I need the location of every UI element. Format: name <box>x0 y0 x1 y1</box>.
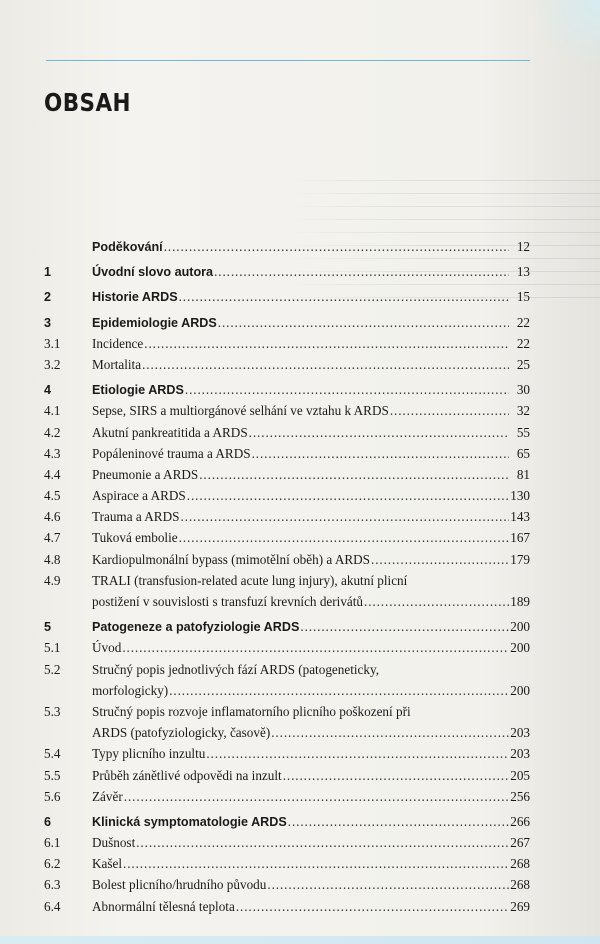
toc-chapter-row <box>44 236 530 257</box>
toc-leader-dots <box>371 549 509 570</box>
toc-leader-dots <box>236 896 509 917</box>
toc-section-row <box>44 896 530 917</box>
toc-entry-page: 200 <box>510 619 530 635</box>
toc-entry-page: 268 <box>510 856 530 872</box>
header-rule <box>46 60 530 61</box>
toc-entry-page: 130 <box>510 488 530 504</box>
toc-entry-page: 81 <box>516 466 530 482</box>
toc-entry-title: Akutní pankreatitida a ARDS <box>92 424 248 440</box>
toc-entry-title: Etiologie ARDS <box>92 383 184 398</box>
toc-section-row <box>44 333 530 354</box>
toc-entry-number: 3.1 <box>44 335 61 351</box>
toc-entry-title: Stručný popis jednotlivých fází ARDS (patogeneticky, <box>92 661 380 677</box>
toc-entry-page: 15 <box>516 289 530 305</box>
toc-entry-title: Průběh zánětlivé odpovědi na inzult <box>92 767 282 783</box>
toc-section-row <box>44 570 530 591</box>
toc-entry-title: Dušnost <box>92 835 136 851</box>
toc-entry-title-continued: morfologicky) <box>92 682 169 698</box>
toc-entry-title: Pneumonie a ARDS <box>92 466 199 482</box>
toc-entry-title-continued: postižení v souvislosti s transfuzí krevních derivátů <box>92 594 364 609</box>
toc-section-row <box>44 443 530 464</box>
corner-tint <box>530 0 600 70</box>
toc-section-row <box>44 832 530 853</box>
toc-section-row <box>44 400 530 421</box>
toc-entry-page: 32 <box>516 403 530 419</box>
toc-entry-title: Mortalita <box>92 356 142 372</box>
toc-entry-title: Aspirace a ARDS <box>92 488 186 504</box>
toc-entry-number: 2 <box>44 290 52 305</box>
toc-entry-title: Klinická symptomatologie ARDS <box>92 814 287 829</box>
toc-entry-page: 55 <box>516 424 530 440</box>
toc-entry-title: Stručný popis rozvoje inflamatorního plicního poškození při <box>92 703 411 719</box>
toc-section-row <box>44 743 530 764</box>
toc-entry-number: 3 <box>44 315 52 330</box>
toc-section-row <box>44 853 530 874</box>
toc-leader-dots <box>214 261 509 282</box>
toc-entry-page: 65 <box>516 445 530 461</box>
toc-entry-page: 200 <box>510 682 530 698</box>
toc-entry-number: 5.1 <box>44 640 61 656</box>
toc-entry-page: 266 <box>510 813 530 829</box>
toc-leader-dots <box>123 853 509 874</box>
toc-entry-page: 22 <box>516 314 530 330</box>
toc-continuation-row <box>44 591 530 612</box>
toc-entry-title: TRALI (transfusion-related acute lung injury), akutní plicní <box>92 572 408 588</box>
toc-entry-number: 4.7 <box>44 530 61 546</box>
toc-leader-dots <box>169 680 509 701</box>
toc-entry-number: 6.1 <box>44 835 61 851</box>
toc-leader-dots <box>179 286 509 307</box>
toc-section-row <box>44 701 530 722</box>
toc-entry-page: 25 <box>516 356 530 372</box>
toc-leader-dots <box>249 422 509 443</box>
toc-section-row <box>44 464 530 485</box>
toc-section-row <box>44 765 530 786</box>
toc-entry-number: 4 <box>44 383 52 398</box>
toc-entry-number: 4.8 <box>44 551 61 567</box>
toc-leader-dots <box>300 616 509 637</box>
toc-entry-number: 4.5 <box>44 488 61 504</box>
toc-entry-title: Historie ARDS <box>92 290 178 305</box>
toc-chapter-row <box>44 286 530 307</box>
toc-entry-title-continued: ARDS (patofyziologicky, časově) <box>92 725 271 741</box>
toc-entry-page: 200 <box>510 640 530 656</box>
toc-entry-number: 4.3 <box>44 445 61 461</box>
toc-continuation-row <box>44 680 530 701</box>
toc-entry-title: Úvodní slovo autora <box>92 265 214 280</box>
toc-section-row <box>44 485 530 506</box>
toc-entry-page: 22 <box>516 335 530 351</box>
toc-leader-dots <box>206 743 509 764</box>
toc-entry-title: Incidence <box>92 335 144 351</box>
toc-section-row <box>44 874 530 895</box>
toc-leader-dots <box>185 379 509 400</box>
toc-leader-dots <box>390 400 509 421</box>
toc-chapter-row <box>44 811 530 832</box>
toc-section-row <box>44 354 530 375</box>
toc-section-row <box>44 527 530 548</box>
toc-entry-number: 1 <box>44 265 52 280</box>
toc-leader-dots <box>142 354 509 375</box>
toc-entry-page: 256 <box>510 788 530 804</box>
toc-section-row <box>44 422 530 443</box>
toc-entry-title: Bolest plicního/hrudního původu <box>92 877 267 893</box>
toc-entry-number: 4.6 <box>44 509 61 525</box>
toc-entry-page: 30 <box>516 382 530 398</box>
toc-entry-title: Kardiopulmonální bypass (mimotělní oběh) a ARDS <box>92 551 371 567</box>
toc-entry-page: 268 <box>510 877 530 893</box>
toc-entry-title: Závěr <box>92 788 123 804</box>
toc-leader-dots <box>179 527 509 548</box>
toc-leader-dots <box>252 443 509 464</box>
toc-section-row <box>44 786 530 807</box>
toc-leader-dots <box>122 637 509 658</box>
toc-entry-title: Epidemiologie ARDS <box>92 315 217 330</box>
toc-entry-title: Popáleninové trauma a ARDS <box>92 445 251 461</box>
toc-entry-page: 167 <box>510 530 530 546</box>
page-title: OBSAH <box>44 88 131 117</box>
toc-entry-title: Poděkování <box>92 240 163 254</box>
toc-entry-page: 143 <box>510 509 530 525</box>
toc-leader-dots <box>180 506 509 527</box>
toc-entry-number: 5.3 <box>44 703 61 719</box>
table-of-contents <box>44 236 530 917</box>
toc-leader-dots <box>124 786 509 807</box>
toc-entry-number: 5 <box>44 620 52 635</box>
toc-entry-page: 179 <box>510 551 530 567</box>
toc-entry-number: 4.4 <box>44 466 61 482</box>
toc-entry-title: Kašel <box>92 856 123 872</box>
toc-entry-title: Sepse, SIRS a multiorgánové selhání ve vztahu k ARDS <box>92 403 389 419</box>
toc-entry-page: 13 <box>516 264 530 280</box>
toc-leader-dots <box>187 485 509 506</box>
toc-section-row <box>44 659 530 680</box>
toc-entry-page: 205 <box>510 767 530 783</box>
toc-chapter-row <box>44 261 530 282</box>
toc-entry-number: 5.5 <box>44 767 61 783</box>
toc-section-row <box>44 549 530 570</box>
toc-entry-title: Abnormální tělesná teplota <box>92 898 235 914</box>
toc-entry-number: 4.1 <box>44 403 61 419</box>
toc-entry-page: 12 <box>516 239 530 254</box>
toc-leader-dots <box>364 591 509 612</box>
toc-entry-title: Patogeneze a patofyziologie ARDS <box>92 620 300 635</box>
toc-chapter-row <box>44 616 530 637</box>
toc-entry-title: Typy plicního inzultu <box>92 746 206 762</box>
toc-entry-number: 6 <box>44 814 52 829</box>
toc-entry-number: 4.2 <box>44 424 61 440</box>
bottom-edge-strip <box>0 936 600 944</box>
toc-leader-dots <box>271 722 509 743</box>
toc-leader-dots <box>283 765 509 786</box>
toc-entry-number: 3.2 <box>44 356 61 372</box>
toc-entry-number: 5.6 <box>44 788 61 804</box>
toc-entry-page: 189 <box>510 594 530 609</box>
toc-entry-page: 203 <box>510 746 530 762</box>
toc-entry-number: 6.2 <box>44 856 61 872</box>
toc-entry-number: 6.3 <box>44 877 61 893</box>
toc-leader-dots <box>288 811 509 832</box>
toc-continuation-row <box>44 722 530 743</box>
toc-entry-title: Tuková embolie <box>92 530 178 546</box>
toc-entry-number: 6.4 <box>44 898 61 914</box>
toc-leader-dots <box>164 236 509 257</box>
toc-entry-page: 267 <box>510 835 530 851</box>
toc-leader-dots <box>144 333 509 354</box>
toc-leader-dots <box>218 312 509 333</box>
toc-leader-dots <box>199 464 509 485</box>
toc-entry-page: 203 <box>510 725 530 741</box>
toc-entry-title: Trauma a ARDS <box>92 509 180 525</box>
toc-section-row <box>44 506 530 527</box>
toc-entry-number: 5.4 <box>44 746 61 762</box>
toc-entry-number: 4.9 <box>44 572 61 588</box>
toc-leader-dots <box>267 874 509 895</box>
toc-leader-dots <box>136 832 509 853</box>
toc-entry-page: 269 <box>510 898 530 914</box>
toc-entry-number: 5.2 <box>44 661 61 677</box>
toc-entry-title: Úvod <box>92 640 122 656</box>
toc-section-row <box>44 637 530 658</box>
toc-chapter-row <box>44 312 530 333</box>
toc-chapter-row <box>44 379 530 400</box>
